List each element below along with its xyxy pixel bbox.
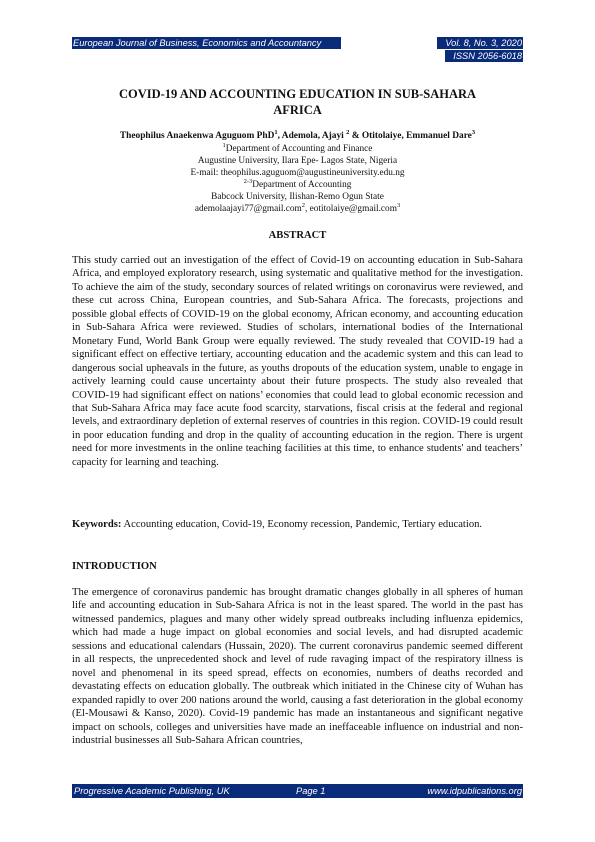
affiliation-univ-2: Babcock University, Ilishan-Remo Ogun State	[211, 192, 384, 202]
author-1-sup: 1	[274, 128, 278, 136]
footer-publisher: Progressive Academic Publishing, UK	[74, 786, 230, 796]
introduction-body: The emergence of coronavirus pandemic has brought dramatic changes globally in all spheres of human life and accounting education in Sub-Sahara Africa is not in the least spared. The world in the past has witnessed pandemics, plagues and many other widely spread outbreaks including influenza epidemics, which had made a huge impact on global economies and social levels, and had disrupted academic sessions and educational calendars (Hussain, 2020). The current coronavirus pandemic seemed different in all respects, the unprecedented shock and level of rude ravaging impact of the respiratory illness is novel and phenomenal in its speed spread, effects on economies, numbers of deaths recorded and devastating effects on education globally. The outbreak which initiated in the Chinese city of Wuhan has expanded rapidly to over 200 nations around the world, causing a fast deterioration in the global economy (El-Mousawi & Kanso, 2020). Covid-19 pandemic has made an instantaneous and significant negative impact on schools, colleges and universities have made an ineffaceable influence on industrial and non-industrial businesses all Sub-Sahara African countries,	[72, 587, 523, 746]
author-list	[72, 130, 523, 142]
footer-page-number: Page 1	[296, 786, 326, 796]
dept-1-text: Department of Accounting and Finance	[225, 144, 373, 154]
author-2: , Ademola, Ajayi	[277, 131, 347, 141]
title-line-1: COVID-19 AND ACCOUNTING EDUCATION IN SUB-SAHARA	[118, 87, 477, 101]
title-line-2: AFRICA	[273, 103, 322, 117]
introduction-heading: INTRODUCTION	[72, 561, 157, 572]
abstract-body: This study carried out an investigation of the effect of Covid-19 on accounting education in Sub-Sahara Africa, and employed exploratory research, using systematic and qualitative method for the investigation. To achieve the aim of the study, secondary sources of related writings on coronavirus were reviewed, and these cut across China, European countries, and Sub-Sahara Africa. The forecasts, projections and possible global effects of COVID-19 on the global economy, African economy, and accounting education in Sub-Sahara Africa were reviewed. Studies of scholars, international bodies of the International Monetary Fund, World Bank Group were equally reviewed. The study revealed that COVID-19 had a significant effect on effective tertiary, accounting education and the academic system and this can lead to dangerous social upheavals in the future, as youths dropouts of the education system, unable to engage in actively learning could cause uncertainty about their future prospects. The study also revealed that COVID-19 had significant effect on nations’ economies that could lead to global economic recession and that Sub-Sahara Africa may face acute food scarcity, starvations, fiscal crisis at the federal and regional levels, and extraordinary depletion of external reserves of countries in this region. COVID-19 could result in poor education funding and drop in the quality of accounting education in the region. There is urgent need for more investments in the online teaching facilities at this time, to enhance students' and teachers’ capacity for learning and teaching.	[72, 255, 523, 468]
keywords-paragraph	[72, 518, 523, 531]
footer-website[interactable]: www.idpublications.org	[427, 786, 522, 796]
dept-2-sup: 2-3	[243, 177, 253, 185]
email-2b: , eotitolaiye@gmail.com	[304, 204, 397, 214]
author-1: Theophilus Anaekenwa Aguguom PhD	[119, 131, 275, 141]
abstract-heading: ABSTRACT	[268, 230, 327, 241]
dept-1-sup: 1	[222, 141, 226, 149]
affiliation-univ-1: Augustine University, Ilara Epe- Lagos State, Nigeria	[197, 156, 398, 166]
affiliation-dept-1	[72, 143, 523, 155]
author-3-sup: 3	[471, 128, 476, 136]
keywords-text: Accounting education, Covid-19, Economy recession, Pandemic, Tertiary education.	[121, 519, 483, 530]
email-2a: ademolaajayi77@gmail.com	[194, 204, 302, 214]
issn-banner: ISSN 2056-6018	[445, 50, 523, 62]
paper-title	[72, 86, 523, 118]
keywords-label: Keywords:	[72, 519, 122, 530]
dept-2-text: Department of Accounting	[252, 180, 352, 190]
email-2b-sup: 3	[396, 201, 401, 209]
author-3: & Otitolaiye, Emmanuel Dare	[349, 131, 472, 141]
affiliation-dept-2	[72, 179, 523, 191]
volume-banner: Vol. 8, No. 3, 2020	[437, 37, 523, 49]
email-2a-sup: 2	[301, 201, 305, 209]
author-2-sup: 2	[346, 128, 350, 136]
affiliation-email-2	[72, 203, 523, 215]
journal-name-banner: European Journal of Business, Economics and Accountancy	[72, 37, 341, 49]
affiliation-email-1: E-mail: theophilus.aguguom@augustineuniversity.edu.ng	[190, 168, 405, 178]
